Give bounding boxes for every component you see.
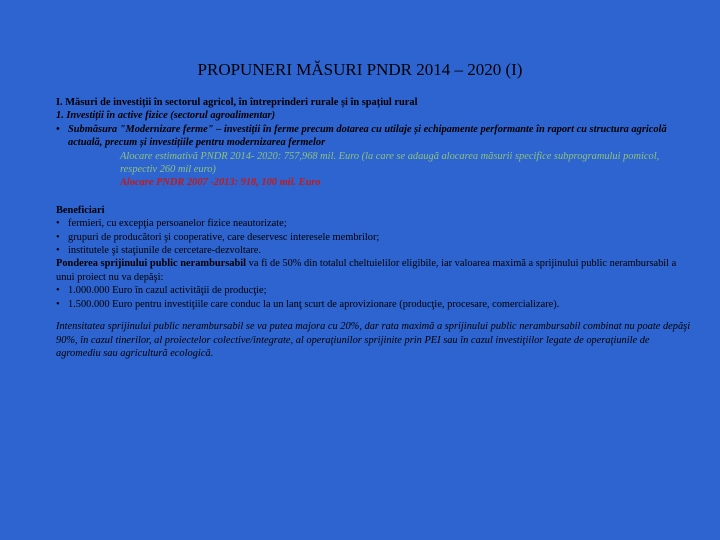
bullet-dot: •	[56, 231, 60, 243]
bullet-dot: •	[56, 298, 60, 310]
bullet-dot: •	[56, 285, 60, 297]
support-paragraph	[56, 257, 696, 284]
bullet-dot: •	[56, 123, 60, 135]
support-label: Ponderea sprijinului public nerambursabil	[56, 258, 247, 270]
support-item	[56, 284, 696, 297]
slide-content	[56, 96, 696, 360]
beneficiary-item	[56, 231, 696, 244]
submeasure-text: Submăsura "Modernizare ferme" – investiții în ferme precum dotarea cu utilaje și echipamente performante în raport cu structura agricolă actuală, precum și investițiile pentru modernizarea fermelor	[68, 123, 667, 149]
support-item-text: 1.000.000 Euro în cazul activităţii de producţie;	[68, 285, 267, 297]
bullet-dot: •	[56, 245, 60, 257]
support-text: va fi de 50% din totalul cheltuielilor eligibile, iar valoarea maximă a sprijinului public nerambursabil a unui proiect nu va depăşi:	[56, 258, 677, 283]
intensity-note: Intensitatea sprijinului public nerambursabil se va putea majora cu 20%, dar rata maximă a sprijinului public nerambursabil combinat nu poate depăşi 90%, în cazul tinerilor, al proiectelor colective/integrate, al operaţiunilor sprijinite prin PEI sau în cazul investiţiilor legate de operaţiunile de agromediu sau agricultură ecologică.	[56, 321, 691, 359]
slide-title: PROPUNERI MĂSURI PNDR 2014 – 2020 (I)	[197, 60, 523, 79]
section-subheading: 1. Investiții în active fizice (sectorul agroalimentar)	[56, 110, 276, 122]
spacer	[56, 311, 696, 320]
support-item-text: 1.500.000 Euro pentru investiţiile care conduc la un lanţ scurt de aprovizionare (producţie, procesare, comercializare).	[68, 298, 560, 310]
beneficiary-text: fermieri, cu excepţia persoanelor fizice neautorizate;	[68, 218, 287, 230]
submeasure-bullet	[56, 123, 696, 150]
spacer	[56, 190, 696, 204]
beneficiary-item	[56, 244, 696, 257]
beneficiaries-heading: Beneficiari	[56, 204, 105, 216]
allocation-estimate: Alocare estimativă PNDR 2014- 2020: 757,968 mil. Euro (la care se adaugă alocarea măsurii specifice subprogramului pomicol, respectiv 260 mil euro)	[120, 150, 660, 176]
support-item	[56, 298, 696, 311]
beneficiary-text: institutele şi staţiunile de cercetare-dezvoltare.	[68, 245, 262, 257]
beneficiary-text: grupuri de producători şi cooperative, care deservesc interesele membrilor;	[68, 231, 380, 243]
section-heading: I. Măsuri de investiții în sectorul agricol, în întreprinderi rurale și în spațiul rural	[56, 97, 418, 108]
beneficiary-item	[56, 217, 696, 230]
allocation-previous: Alocare PNDR 2007 -2013: 918, 100 mil. Euro	[120, 177, 321, 189]
bullet-dot: •	[56, 218, 60, 230]
